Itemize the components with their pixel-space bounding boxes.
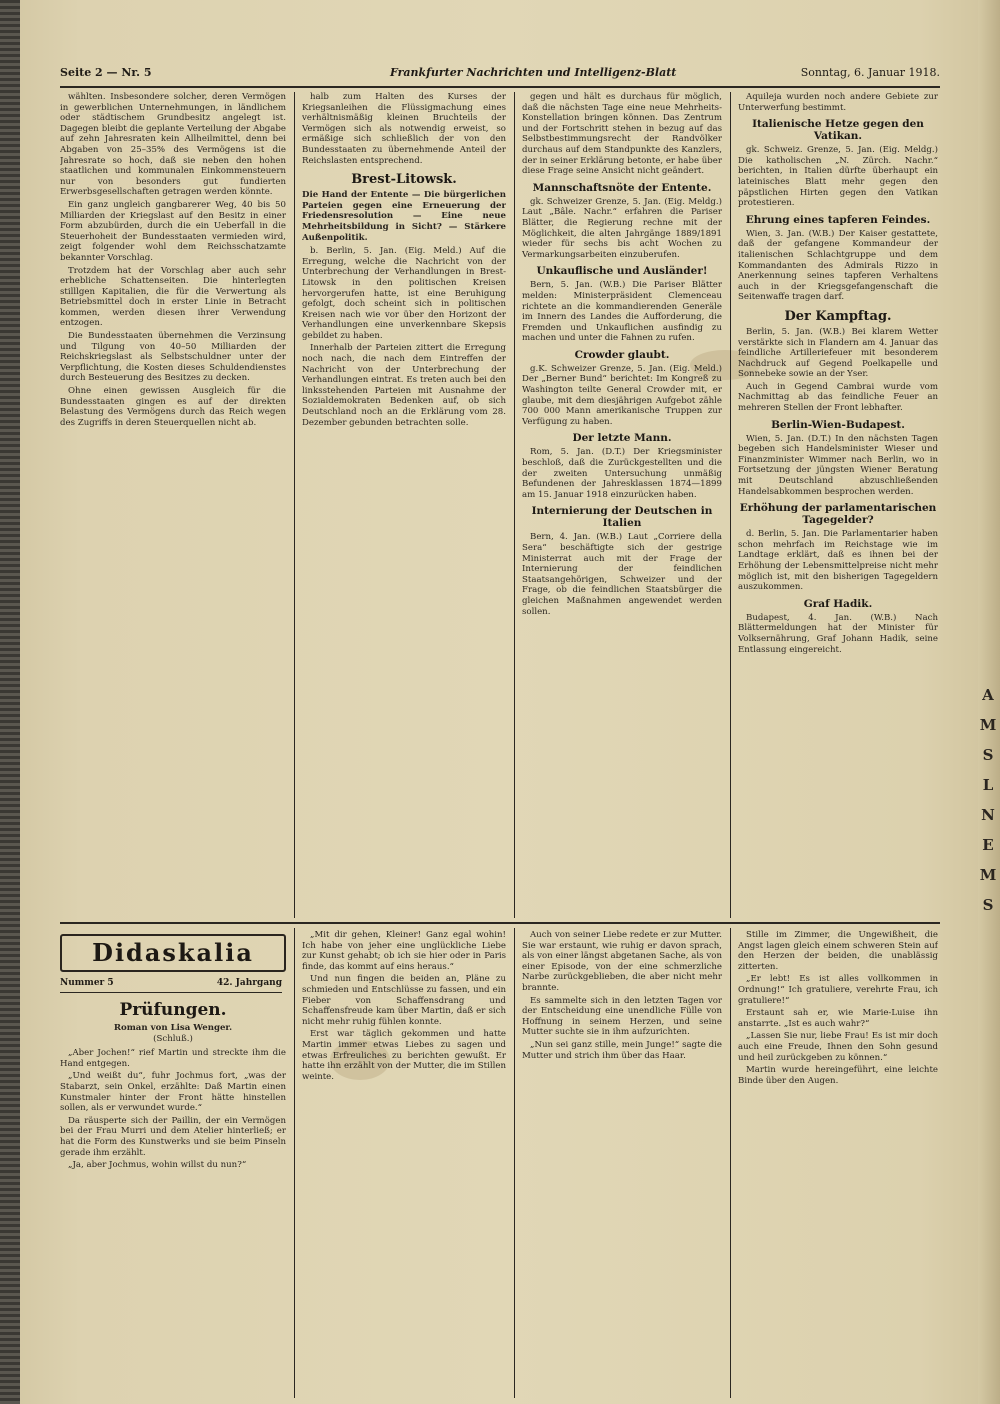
column-4 [738,92,938,918]
headline-berlin-wien-budapest: Berlin-Wien-Budapest. [771,418,905,431]
didaskalia-banner: Didaskalia [60,934,286,972]
feuilleton-column-1 [60,998,286,1398]
headline-crowder: Crowder glaubt. [574,348,670,361]
headline-mannschaft: Mannschaftsnöte der Entente. [532,181,712,194]
feuilleton-column-2 [302,930,506,1398]
novel-paragraph: Martin wurde hereingeführt, eine leichte Binde über den Augen. [738,1065,938,1086]
column-2 [302,92,506,918]
article-paragraph: gk. Schweizer Grenze, 5. Jan. (Eig. Meldg.) Laut „Bâle. Nachr.“ erfahren die Pariser Blätter, die Regierung rechne mit der Möglichkeit, die alten Jahrgänge 1889/1891 wieder für sechs bis acht Wochen zu Vermarkungsarbeiten einzuberufen. [522,196,722,260]
headline-hadik: Graf Hadik. [803,597,873,610]
article-paragraph: Bern, 5. Jan. (W.B.) Die Pariser Blätter melden: Ministerpräsident Clemenceau richtete an die kommandierenden Generäle im Innern des Landes die Aufforderung, die Fremden und Unkauflichen ausfindig zu machen und unter die Fahnen zu rufen. [522,280,722,344]
feuilleton-number: Nummer 5 [60,978,114,988]
feuilleton-header-rule [60,992,282,993]
article-paragraph: Ohne einen gewissen Ausgleich für die Bundesstaaten gingen es auf der direkten Belastung des Vermögens durch das Reich wegen des Zugriffs in deren Steuerquellen nicht ab. [60,386,286,428]
page-number: Seite 2 — Nr. 5 [60,66,152,79]
article-paragraph: gk. Schweiz. Grenze, 5. Jan. (Eig. Meldg.) Die katholischen „N. Zürch. Nachr.“ berichten, in Italien dürfte überhaupt ein lateinisches Blatt mehr gegen den päpstlichen Hirten gegen den Vatikan protestieren. [738,145,938,209]
column-3 [522,92,722,918]
article-paragraph: Aquileja wurden noch andere Gebiete zur Unterwerfung bestimmt. [738,92,938,113]
novel-note: (Schluß.) [153,1033,193,1044]
headline-letzte-mann: Der letzte Mann. [572,432,672,445]
next-page-letters: A M S L N E M S [979,686,997,914]
article-paragraph: d. Berlin, 5. Jan. Die Parlamentarier haben schon mehrfach im Reichstage wie im Landtage erklärt, daß es ihnen bei der Erhöhung der Lebensmittelpreise nicht mehr möglich ist, mit den bisherigen Tagegeldern auszukommen. [738,529,938,593]
column-rule [730,928,731,1398]
novel-paragraph: „Er lebt! Es ist alles vollkommen in Ordnung!“ Ich gratuliere, verehrte Frau, ich gratuliere!“ [738,974,938,1006]
headline-tagegelder: Erhöhung der parlamentarischen Tagegelder? [739,502,937,527]
issue-date: Sonntag, 6. Januar 1918. [800,66,940,79]
article-paragraph: Auch in Gegend Cambrai wurde vom Nachmittag ab das feindliche Feuer an mehreren Stellen der Front lebhafter. [738,381,938,414]
novel-paragraph: Erstaunt sah er, wie Marie-Luise ihn anstarrte. „Ist es auch wahr?“ [738,1008,938,1029]
column-1 [60,92,286,918]
column-rule [514,928,515,1398]
masthead-title: Frankfurter Nachrichten und Intelligenz-Blatt [390,66,677,79]
headline-ehrung: Ehrung eines tapferen Feindes. [745,213,931,226]
binding-strip [0,0,20,1404]
novel-paragraph: Erst war täglich gekommen und hatte Martin immer etwas Liebes zu sagen und etwas Erfreuliches zu berichten gewußt. Er hatte ihn erzählt von der Mutter, die im Stillen weinte. [302,1029,506,1082]
article-paragraph: halb zum Halten des Kurses der Kriegsanleihen die Flüssigmachung eines verhältnismäßig kleinen Bruchteils der Vermögen sich als notwendig erweist, so ermäßige sich schließlich der von den Bundesstaaten zu übernehmende Anteil der Reichslasten entsprechend. [302,92,506,166]
novel-paragraph: Und nun fingen die beiden an, Pläne zu schmieden und Entschlüsse zu fassen, und ein Fieber von Schaffensdrang und Schaffensfreude kam über Martin, daß er sich nicht mehr ruhig fühlen konnte. [302,974,506,1027]
headline-brest: Brest-Litowsk. [351,172,457,188]
novel-paragraph: „Lassen Sie nur, liebe Frau! Es ist mir doch auch eine Freude, Ihnen den Sohn gesund und heil zurückgeben zu können.“ [738,1031,938,1063]
article-paragraph: Ein ganz ungleich gangbarerer Weg, 40 bis 50 Milliarden der Kriegslast auf den Besitz in einer Form abzubürden, durch die ein Ueberfall in die Steuerhoheit der Bundesstaaten vermieden wird, zeigt folgender wohl dem Reichsschatzamte bekannter Vorschlag. [60,199,286,263]
page-header [60,66,940,84]
subheadline-brest: Die Hand der Entente — Die bürgerlichen Parteien gegen eine Erneuerung der Friedensresolution — Eine neue Mehrheitsbildung in Sicht? — Stärkere Außenpolitik. [302,190,506,243]
article-paragraph: Trotzdem hat der Vorschlag aber auch sehr erhebliche Schattenseiten. Die hinterlegten stilllgen Kapitalien, die für die Verwertung als Betriebsmittel doch in erster Linie in Betracht kommen, werden diesen ihrer Verwendung entzogen. [60,265,286,329]
feuilleton-column-3 [522,930,722,1398]
novel-paragraph: Da räusperte sich der Paillin, der ein Vermögen bei der Frau Murri und dem Atelier hinterließ; er hat die Form des Kunstwerks und sie beim Pinseln gerade ihm erzählt. [60,1115,286,1158]
feuilleton-column-4 [738,930,938,1398]
novel-title: Prüfungen. [119,1000,227,1020]
column-rule [294,92,295,918]
article-paragraph: Berlin, 5. Jan. (W.B.) Bei klarem Wetter verstärkte sich in Flandern am 4. Januar das feindliche Artilleriefeuer mit besonderem Nachdruck auf Gegend Poelkapelle und Sonnebeke sowie an der Yser. [738,326,938,380]
article-paragraph: Wien, 3. Jan. (W.B.) Der Kaiser gestattete, daß der gefangene Kommandeur der italienischen Schlachtgruppe und dem Kommandanten des Admirals Rizzo in Anerkennung seines tapferen Verhaltens auch in der Kriegsgefangenschaft die Seitenwaffe tragen darf. [738,228,938,303]
article-paragraph: Bern, 4. Jan. (W.B.) Laut „Corriere della Sera“ beschäftigte sich der gestrige Ministerrat auch mit der Frage der Internierung der feindlichen Staatsangehörigen, Schweizer und der Frage, ob die feindlichen Staatsbürger die gleichen Maßnahmen angewendet werden sollen. [522,532,722,617]
article-paragraph: g.K. Schweizer Grenze, 5. Jan. (Eig. Meld.) Der „Berner Bund“ berichtet: Im Kongreß zu Washington teilte General Crowder mit, er glaube, mit dem diesjährigen Aufgebot zähle 700 000 Mann amerikanische Truppen zur Verfügung zu haben. [522,363,722,427]
headline-kampftag: Der Kampftag. [784,308,892,324]
feuilleton-volume: 42. Jahrgang [216,978,282,988]
article-paragraph: Die Bundesstaaten übernehmen die Verzinsung und Tilgung von 40–50 Milliarden der Reichskriegslast als Selbstschuldner unter der Verpflichtung, die Kosten dieses Schuldendienstes durch Besteuerung des Besitzes zu decken. [60,331,286,384]
article-paragraph: gegen und hält es durchaus für möglich, daß die nächsten Tage eine neue Mehrheits-Konstellation bringen können. Das Zentrum und der Fortschritt stehen in bezug auf das Selbstbestimmungsrecht der Randvölker durchaus auf dem Standpunkte des Kanzlers, der in seiner Erklärung betonte, er habe über diese Frage seine Ansicht nicht geändert. [522,92,722,177]
article-paragraph: b. Berlin, 5. Jan. (Eig. Meld.) Auf die Erregung, welche die Nachricht von der Unterbrechung der Verhandlungen in Brest-Litowsk in den politischen Kreisen hervorgerufen hatte, ist eine Beruhigung gefolgt, doch scheint sich in politischen Kreisen nach wie vor über den Horizont der Verhandlungen eine unverkennbare Skepsis gebildet zu haben. [302,246,506,341]
novel-paragraph: Stille im Zimmer, die Ungewißheit, die Angst lagen gleich einem schweren Stein auf den Herzen der beiden, die unablässig zitterten. [738,930,938,972]
article-paragraph: Rom, 5. Jan. (D.T.) Der Kriegsminister beschloß, daß die Zurückgestellten und die der zweiten Untersuchung unmäßig Befundenen der Jahresklassen 1874—1899 am 15. Januar 1918 einzurücken haben. [522,447,722,500]
novel-paragraph: Auch von seiner Liebe redete er zur Mutter. Sie war erstaunt, wie ruhig er davon sprach, als von einer längst abgetanen Sache, als von einer Episode, von der eine schmerzliche Narbe zurückgeblieben, die aber nicht mehr brannte. [522,930,722,993]
column-rule [294,928,295,1398]
article-paragraph: Wien, 5. Jan. (D.T.) In den nächsten Tagen begeben sich Handelsminister Wieser und Finanzminister Wimmer nach Berlin, wo in Fortsetzung der jüngsten Wiener Beratung mit Deutschland abzuschließenden Handelsabkommen besprochen werden. [738,433,938,497]
novel-paragraph: „Und weißt du“, fuhr Jochmus fort, „was der Stabarzt, sein Onkel, erzählte: Daß Martin einen Kunstmaler hinter der Front hätte hinstellen sollen, als er verwundet wurde.“ [60,1071,286,1114]
column-rule [514,92,515,918]
novel-paragraph: „Ja, aber Jochmus, wohin willst du nun?“ [68,1160,247,1171]
novel-paragraph: „Nun sei ganz stille, mein Junge!“ sagte die Mutter und strich ihm über das Haar. [522,1039,722,1061]
novel-paragraph: „Mit dir gehen, Kleiner! Ganz egal wohin! Ich habe von jeher eine unglückliche Liebe zur Kunst gehabt; ob ich sie hier oder in Paris finde, das kommt auf eins heraus.“ [302,930,506,972]
headline-internierung: Internierung der Deutschen in Italien [531,505,713,530]
headline-hetze: Italienische Hetze gegen den Vatikan. [752,118,924,143]
novel-byline: Roman von Lisa Wenger. [113,1023,233,1033]
feuilleton-rule [60,922,940,924]
article-paragraph: Budapest, 4. Jan. (W.B.) Nach Blättermeldungen hat der Minister für Volksernährung, Graf Johann Hadik, seine Entlassung eingereicht. [738,612,938,655]
article-paragraph: Innerhalb der Parteien zittert die Erregung noch nach, die nach dem Eintreffen der Nachricht von der Unterbrechung der Verhandlungen eintrat. Es treten auch bei den linksstehenden Parteien mit Ausnahme der Sozialdemokraten Bedenken auf, ob sich Deutschland noch an die Erklärung vom 28. Dezember gebunden betrachten solle. [302,343,506,428]
headline-unkauflische: Unkauflische und Ausländer! [536,265,708,278]
novel-paragraph: „Aber Jochen!“ rief Martin und streckte ihm die Hand entgegen. [60,1048,286,1069]
header-rule [60,86,940,88]
column-rule [730,92,731,918]
novel-paragraph: Es sammelte sich in den letzten Tagen vor der Entscheidung eine unendliche Fülle von Hoffnung in seinem Herzen, und seine Mutter suchte sie in ihm aufzurichten. [522,995,722,1038]
article-paragraph: wählten. Insbesondere solcher, deren Vermögen in gewerblichen Unternehmungen, in ländlichem oder städtischem Grundbesitz angelegt ist. Dagegen bleibt die geplante Verteilung der Abgabe auf zehn Jahresraten kein Allheilmittel, denn bei Abgaben von 25–35% des Vermögens ist die Jahresrate so hoch, daß sie neben den hohen staatlichen und kommunalen Einkommensteuern nur von besonders gut fundierten Erwerbsgesellschaften getragen werden könnte. [60,92,286,198]
